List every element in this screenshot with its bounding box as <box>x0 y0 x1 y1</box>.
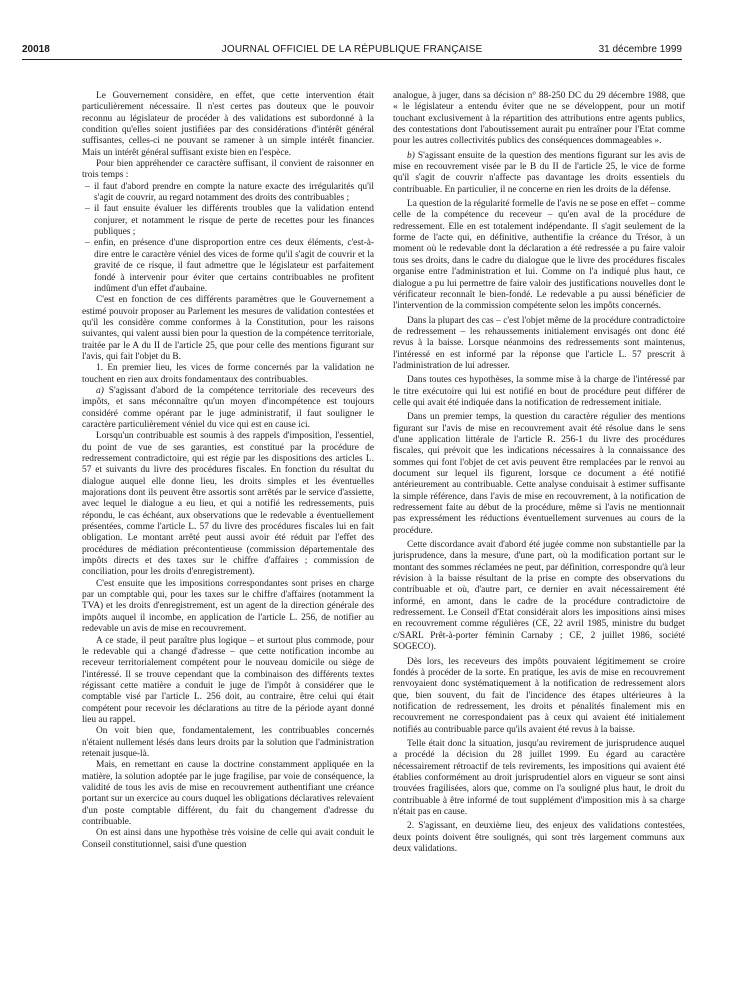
paragraph: Dès lors, les receveurs des impôts pouvaient légitimement se croire fondés à procéder de la sorte. En pratique, les avis de mise en recouvrement renvoyaient donc systématiquement à la notification de redressement alors que, bien souvent, du fait de l'incidence des étapes ultérieures à la notification de redressement, les droits et pénalités finalement mis en recouvrement ne correspondaient pas à ceux qui avaient été initialement notifiés au contribuable parce qu'ils avaient été revus à la baisse. <box>393 656 685 735</box>
header-rule <box>22 59 682 60</box>
issue-date: 31 décembre 1999 <box>598 44 682 55</box>
list-item-text: il faut d'abord prendre en compte la nature exacte des irrégularités qu'il s'agit de couvrir, au regard notamment des droits des contribuables ; <box>94 181 374 204</box>
page-header <box>22 44 682 60</box>
list-item <box>82 204 374 238</box>
paragraph: Pour bien appréhender ce caractère suffisant, il convient de raisonner en trois temps : <box>82 159 374 181</box>
bullet-dash: – <box>85 181 90 192</box>
paragraph: 2. S'agissant, en deuxième lieu, des enjeux des validations contestées, deux points doivent être soulignés, qui sont très largement communs aux deux validations. <box>393 821 685 854</box>
list-item-text: il faut ensuite évaluer les différents troubles que la validation entend conjurer, et notamment le risque de perte de recettes pour les finances publiques ; <box>94 204 374 238</box>
paragraph-text: S'agissant d'abord de la compétence territoriale des receveurs des impôts, et sans méconnaître qu'un moyen d'incompétence est toujours considéré comme opérant par le juge administratif, il faut souligner le caractère particulièrement véniel du vice qui est en cause ici. <box>82 385 374 430</box>
paragraph <box>82 386 374 431</box>
bullet-dash: – <box>85 238 90 249</box>
page-number: 20018 <box>22 44 50 55</box>
paragraph: Lorsqu'un contribuable est soumis à des rappels d'imposition, l'essentiel, du point de vue de ses garanties, est constitué par la procédure de redressement contradictoire, qui est régie par les dispositions des articles L. 57 et suivants du livre des procédures fiscales. En fonction du résultat du dialogue auquel elle donne lieu, les droits simples et les éventuelles majorations dont ils peuvent être assortis sont arrêtés par le service d'assiette, avec lequel le dialogue a eu lieu, et qui a notifié les redressements, puis répondu, le cas échéant, aux observations que le redevable a éventuellement présentées, comme l'article L. 57 du livre des procédures fiscales lui en fait obligation. Le montant arrêté peut aussi avoir été réduit par l'effet des procédures de médiation précontentieuse (commission départementale des impôts directs et des taxes sur le chiffre d'affaires ; commission de conciliation, pour les droits d'enregistrement). <box>82 431 374 578</box>
bullet-dash: – <box>85 204 90 215</box>
paragraph: Mais, en remettant en cause la doctrine constamment appliquée en la matière, la solution adoptée par le juge fragilise, par voie de conséquence, la validité de tous les avis de mise en recouvrement authentifiant une créance portant sur un exercice au cours duquel les obligations déclaratives relevaient d'un poste comptable différent, du fait du changement d'adresse du contribuable. <box>82 760 374 827</box>
list-item <box>82 182 374 205</box>
paragraph: Dans la plupart des cas – c'est l'objet même de la procédure contradictoire de redressement – les rehaussements initialement envisagés ont donc été revus à la baisse. Lorsque néanmoins des redressements sont maintenus, l'intéressé en est informé par la réponse que l'article L. 57 prescrit à l'administration de lui adresser. <box>393 315 685 371</box>
list-item-text: enfin, en présence d'une disproportion entre ces deux éléments, c'est-à-dire entre le caractère véniel des vices de forme qu'il s'agit de couvrir et la gravité de ce risque, il faut admettre que le législateur est parfaitement fondé à intervenir pour éviter que certains contribuables ne profitent indûment d'un effet d'aubaine. <box>94 238 374 294</box>
paragraph: analogue, à juger, dans sa décision n° 88-250 DC du 29 décembre 1988, que « le législateur a entendu éviter que ne se développent, pour un motif touchant exclusivement à la répartition des attributions entre agents publics, des contestations dont l'aboutissement aurait pu entraîner pour l'Etat comme pour les autres collectivités publics des conséquences dommageables ». <box>393 91 685 147</box>
paragraph: On est ainsi dans une hypothèse très voisine de celle qui avait conduit le Conseil constitutionnel, saisi d'une question <box>82 828 374 850</box>
paragraph: A ce stade, il peut paraître plus logique – et surtout plus commode, pour le redevable qui a changé d'adresse – que cette notification incombe au receveur territorialement compétent pour le nouveau domicile ou siège de l'intéressé. Il se trouve cependant que la combinaison des différents textes régissant cette matière a conduit le juge de l'impôt à considérer que le comptable visé par l'article L. 256 doit, au contraire, être celui qui était compétent pour recevoir les déclarations au titre de la période ayant donné lieu au rappel. <box>82 635 374 725</box>
paragraph <box>393 151 685 196</box>
subpoint-label: b) <box>407 150 415 161</box>
journal-title: JOURNAL OFFICIEL DE LA RÉPUBLIQUE FRANÇAISE <box>221 44 483 55</box>
paragraph: Telle était donc la situation, jusqu'au revirement de jurisprudence auquel a procédé la décision du 28 juillet 1999. Eu égard au caractère nécessairement rétroactif de tels revirements, les impositions qui avaient été établies conformément au droit jurisprudentiel alors en vigueur se sont ainsi trouvées fragilisées, alors que, comme on l'a souligné plus haut, le droit du contribuable à être informé de tout supplément d'imposition mis à sa charge n'était pas en cause. <box>393 738 685 817</box>
paragraph: Dans toutes ces hypothèses, la somme mise à la charge de l'intéressé par le titre exécutoire qui lui est notifié en bout de procédure peut différer de celle qui avait été indiquée dans la notification de redressement initiale. <box>393 375 685 408</box>
paragraph: La question de la régularité formelle de l'avis ne se pose en effet – comme celle de la compétence du receveur – qu'en aval de la procédure de redressement. Elle en est totalement indépendante. Il s'agit seulement de la forme de l'acte qui, en définitive, authentifie la créance du Trésor, à un moment où le redevable dont la déclaration a été redressée a pu faire valoir tous ses droits, dans le cadre du dialogue que le livre des procédures fiscales organise entre l'administration et lui. Comme on l'a indiqué plus haut, ce dialogue a pu lui permettre de faire valoir des justifications nouvelles dont le vérificateur reconnaît le bien-fondé. Le redevable a pu aussi bénéficier de l'intervention de la commission compétente selon les impôts concernés. <box>393 199 685 312</box>
list-item <box>82 238 374 295</box>
paragraph: 1. En premier lieu, les vices de forme concernés par la validation ne touchent en rien aux droits fondamentaux des contribuables. <box>82 363 374 385</box>
right-column <box>393 91 685 855</box>
paragraph-text: S'agissant ensuite de la question des mentions figurant sur les avis de mise en recouvrement visée par le B du II de l'article 25, le vice de forme qu'il s'agit de couvrir n'affecte pas davantage les droits essentiels du contribuable. En particulier, il ne concerne en rien les droits de la défense. <box>393 150 685 195</box>
paragraph: On voit bien que, fondamentalement, les contribuables concernés n'étaient nullement lésés dans leurs droits par la solution que l'administration retenait jusque-là. <box>82 726 374 759</box>
paragraph: C'est en fonction de ces différents paramètres que le Gouvernement a estimé pouvoir proposer au Parlement les mesures de validation contestées et qu'il les considère comme conformes à la Constitution, pour les raisons suivantes, qui valent aussi bien pour la question de la compétence territoriale, traitée par le A du II de l'article 25, que pour celle des mentions figurant sur l'avis, qui fait l'objet du B. <box>82 295 374 362</box>
paragraph: Dans un premier temps, la question du caractère régulier des mentions figurant sur l'avis de mise en recouvrement avait été résolue dans le sens d'une application littérale de l'article R. 256-1 du livre des procédures fiscales, qui prévoit que les indications nécessaires à la connaissance des sommes qui font l'objet de cet avis peuvent être remplacées par le renvoi au document sur lequel ils figurent, lorsque ce document a été notifié antérieurement au contribuable. Cette analyse conduisait à estimer suffisante la simple référence, dans l'avis de mise en recouvrement, à la notification de redressement faite au début de la procédure, même si l'avis ne mentionnait pas expressément les réductions éventuellement survenues au cours de la procédure. <box>393 412 685 536</box>
bullet-list <box>82 182 374 295</box>
subpoint-label: a) <box>96 385 104 396</box>
left-column <box>82 91 374 851</box>
paragraph: C'est ensuite que les impositions correspondantes sont prises en charge par un comptable qui, pour les taxes sur le chiffre d'affaires (notamment la TVA) et les droits d'enregistrement, est un agent de la direction générale des impôts auquel il incombe, en application de l'article L. 256, de notifier au redevable un avis de mise en recouvrement. <box>82 578 374 635</box>
paragraph: Cette discordance avait d'abord été jugée comme non substantielle par la jurisprudence, dans la mesure, d'une part, où la modification portant sur le montant des sommes réclamées ne peut, par définition, correspondre qu'à leur révision à la baisse résultant de la prise en compte des observations du contribuable et où, d'autre part, ce dernier en avait nécessairement été informé, en amont, dans le cadre de la procédure contradictoire de redressement. Le Conseil d'Etat considérait alors les impositions ainsi mises en recouvrement comme régulières (CE, 22 avril 1985, ministre du budget c/SARL Prêt-à-porter féminin Carnaby ; CE, 2 juillet 1986, société SOGECO). <box>393 540 685 653</box>
paragraph: Le Gouvernement considère, en effet, que cette intervention était particulièrement nécessaire. Il n'est certes pas douteux que le pouvoir reconnu au législateur de procéder à des validations est subordonné à la condition qu'elles soient justifiées par des considérations d'intérêt général suffisantes, celles-ci ne pouvant se ramener à un simple intérêt financier. Mais un intérêt général suffisant existe bien en l'espèce. <box>82 91 374 158</box>
